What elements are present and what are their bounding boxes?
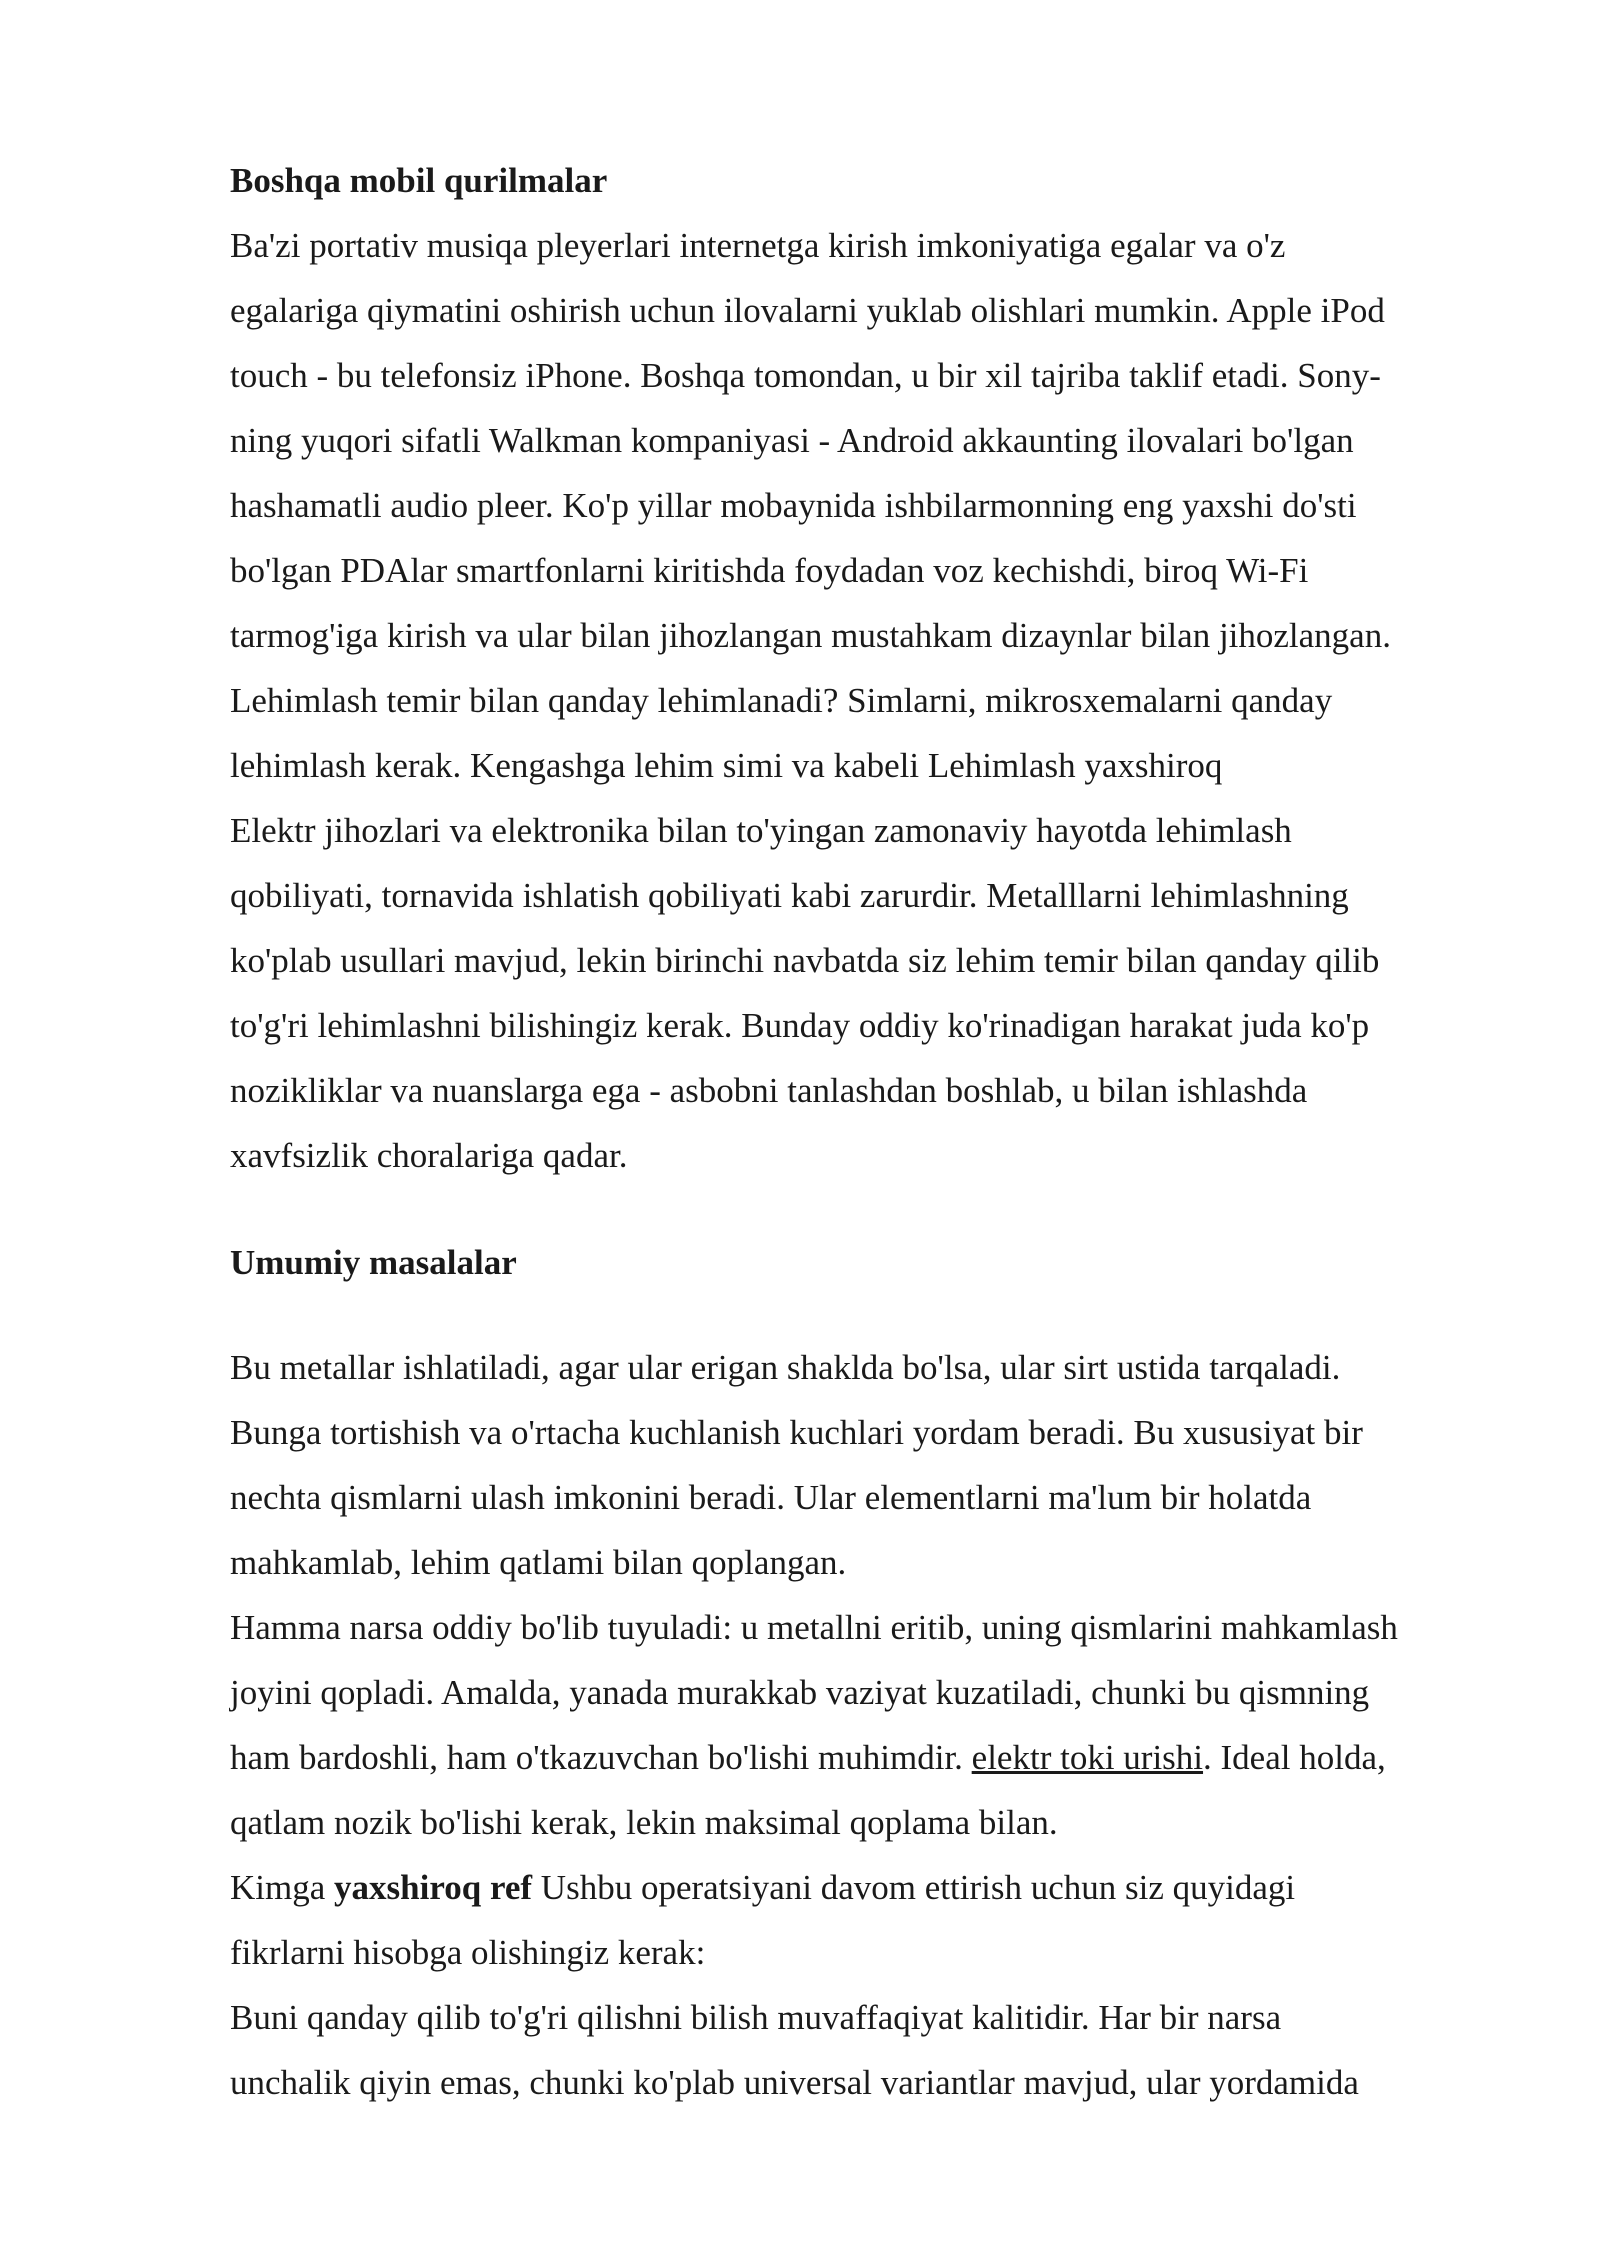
electric-shock-link[interactable]: elektr toki urishi [971,1738,1204,1777]
bold-keyword: yaxshiroq ref [334,1868,533,1907]
text-line: lehimlash kerak. Kengashga lehim simi va kabeli Lehimlash yaxshiroq [230,746,1223,785]
bold-line-suffix: Ushbu operatsiyani davom ettirish uchun siz quyidagi [532,1868,1296,1907]
text-line: to'g'ri lehimlashni bilishingiz kerak. Bunday oddiy ko'rinadigan harakat juda ko'p [230,1006,1370,1045]
document-page [230,148,1530,2115]
text-line: unchalik qiyin emas, chunki ko'plab universal variantlar mavjud, ular yordamida [230,2063,1359,2102]
text-line: Ba'zi portativ musiqa pleyerlari internetga kirish imkoniyatiga egalar va o'z [230,226,1286,265]
text-line-with-link [230,1725,1530,1790]
text-line-with-bold [230,1855,1530,1920]
text-line: mahkamlab, lehim qatlami bilan qoplangan. [230,1543,847,1582]
text-line: Lehimlash temir bilan qanday lehimlanadi? Simlarni, mikrosxemalarni qanday [230,681,1333,720]
text-line: touch - bu telefonsiz iPhone. Boshqa tomondan, u bir xil tajriba taklif etadi. Sony- [230,356,1381,395]
text-line: Bunga tortishish va o'rtacha kuchlanish kuchlari yordam beradi. Bu xususiyat bir [230,1413,1363,1452]
text-line: egalariga qiymatini oshirish uchun ilovalarni yuklab olishlari mumkin. Apple iPod [230,291,1385,330]
section-heading-general-issues: Umumiy masalalar [230,1243,517,1282]
text-line: hashamatli audio pleer. Ko'p yillar mobaynida ishbilarmonning eng yaxshi do'sti [230,486,1357,525]
text-line: nozikliklar va nuanslarga ega - asbobni tanlashdan boshlab, u bilan ishlashda [230,1071,1308,1110]
text-line: ning yuqori sifatli Walkman kompaniyasi - Android akkaunting ilovalari bo'lgan [230,421,1354,460]
text-line: Bu metallar ishlatiladi, agar ular erigan shaklda bo'lsa, ular sirt ustida tarqaladi. [230,1348,1341,1387]
text-line: fikrlarni hisobga olishingiz kerak: [230,1933,706,1972]
bold-line-prefix: Kimga [230,1868,335,1907]
section1-paragraph [230,213,1530,1188]
text-line: nechta qismlarni ulash imkonini beradi. Ular elementlarni ma'lum bir holatda [230,1478,1312,1517]
section-heading-other-mobile-devices: Boshqa mobil qurilmalar [230,161,608,200]
link-line-prefix: ham bardoshli, ham o'tkazuvchan bo'lishi muhimdir. [230,1738,972,1777]
text-line: joyini qopladi. Amalda, yanada murakkab vaziyat kuzatiladi, chunki bu qismning [230,1673,1370,1712]
link-line-suffix: . Ideal holda, [1203,1738,1386,1777]
text-line: qatlam nozik bo'lishi kerak, lekin maksimal qoplama bilan. [230,1803,1058,1842]
text-line: tarmog'iga kirish va ular bilan jihozlangan mustahkam dizaynlar bilan jihozlangan. [230,616,1391,655]
text-line: bo'lgan PDAlar smartfonlarni kiritishda foydadan voz kechishdi, biroq Wi-Fi [230,551,1309,590]
section2-paragraph [230,1335,1530,2115]
text-line: Hamma narsa oddiy bo'lib tuyuladi: u metallni eritib, uning qismlarini mahkamlash [230,1608,1398,1647]
text-line: xavfsizlik choralariga qadar. [230,1136,628,1175]
text-line: qobiliyati, tornavida ishlatish qobiliyati kabi zarurdir. Metalllarni lehimlashning [230,876,1349,915]
text-line: Elektr jihozlari va elektronika bilan to'yingan zamonaviy hayotda lehimlash [230,811,1292,850]
spacer [230,1295,1530,1335]
spacer [230,1188,1530,1230]
text-line: Buni qanday qilib to'g'ri qilishni bilish muvaffaqiyat kalitidir. Har bir narsa [230,1998,1282,2037]
text-line: ko'plab usullari mavjud, lekin birinchi navbatda siz lehim temir bilan qanday qilib [230,941,1380,980]
